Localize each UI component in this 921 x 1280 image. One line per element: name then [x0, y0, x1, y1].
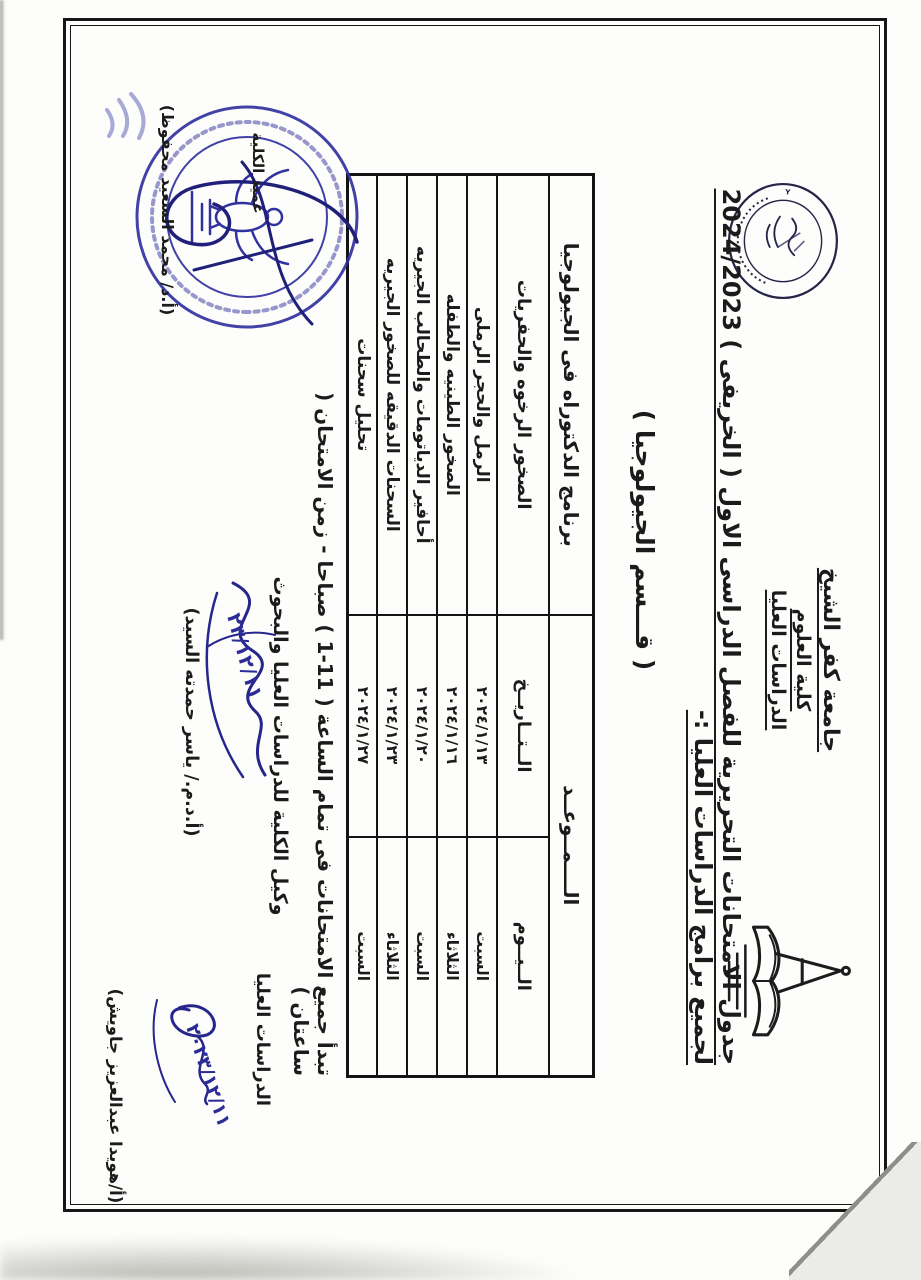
date-header-cell: الــتــاريــخ	[498, 615, 550, 837]
date-cell: ٢٠٢٤/١/١٣	[468, 615, 498, 837]
table-row	[408, 175, 438, 1077]
day-cell: السبت	[468, 837, 498, 1077]
dean-title: عميد الكلية	[249, 132, 267, 214]
program-subheader-cell: الصخور الرخوه والحفريات	[498, 175, 550, 615]
day-cell: السبت	[408, 837, 438, 1077]
vice-dean-name: (أ.د.م./ ياسر حمدته السيد)	[181, 607, 201, 837]
date-cell: ٢٠٢٤/١/٢٣	[378, 615, 408, 837]
table-row	[468, 175, 498, 1077]
letterhead	[764, 530, 845, 790]
time-group-header-cell: الــــمــوعــد	[550, 615, 594, 1077]
course-cell: الصخور الطينيه والطفله	[438, 175, 468, 615]
grad-studies-title: الدراسات العليا	[252, 972, 273, 1107]
department-name: الدراسات العليا	[766, 589, 789, 731]
page-corner-fold	[789, 1142, 921, 1280]
table-row	[438, 175, 468, 1077]
date-cell: ٢٠٢٤/١/٢٠	[408, 615, 438, 837]
dean-name: (أ.د/ محمد السعيد محفوظ)	[158, 104, 177, 316]
scan-edge	[0, 0, 5, 640]
course-cell: الرمل والحجر الرملى	[468, 175, 498, 615]
document-title: جدول الامتحانات التحريرية للفصل الدراسى الاول ( الخريفى ) 2024/2023 لجميع برامج الدراسات العليا :-	[689, 188, 745, 1065]
scan-shadow	[0, 1236, 600, 1280]
course-cell: تحليل سحنات	[348, 175, 378, 615]
grad-studies-handwritten-date: ٢٠٢٣/١٢/١١	[181, 1021, 235, 1130]
exam-schedule-table	[346, 173, 595, 1078]
seal-rim-text: KAFRELSHEIKH UNIVERSITY	[784, 176, 848, 197]
stray-ink-mark	[61, 86, 165, 190]
svg-text:KAFRELSHEIKH UNIVERSITY	[784, 176, 848, 197]
course-cell: أحافير الدياتومات والطحالب الجيريه	[408, 175, 438, 615]
program-header-cell: برنامج الدكتوراه فى الجيولوجيا	[550, 175, 594, 615]
table-subheader-row	[498, 175, 550, 1077]
course-cell: السحنات الدقيقه للصخور الجيريه	[378, 175, 408, 615]
university-name: جامعة كفر الشيخ	[818, 567, 843, 753]
day-cell: الثلاثاء	[438, 837, 468, 1077]
faculty-name: كلية العلوم	[792, 608, 815, 712]
table-row	[378, 175, 408, 1077]
exam-time-note: تبدأ جميع الامتحانات فى تمام الساعة ( 11‏-‏1 ) صباحا - زمن الامتحان ( ساعتان )	[289, 392, 337, 1076]
grad-studies-name: (أ/هويدا عبدالعزيز جاويش)	[106, 988, 125, 1204]
date-cell: ٢٠٢٤/١/٢٧	[348, 615, 378, 837]
document-subtitle: ( قـــسم الجيولوجيا )	[630, 409, 659, 671]
date-cell: ٢٠٢٤/١/١٦	[438, 615, 468, 837]
day-cell: الثلاثاء	[378, 837, 408, 1077]
day-header-cell: الــيــوم	[498, 837, 550, 1077]
vice-dean-handwritten-date: ٢٣/١٢/١١	[222, 610, 268, 702]
table-header-row	[550, 175, 594, 1077]
vice-dean-title: وكيل الكلية للدراسات العليا والبحوث	[269, 576, 291, 916]
day-cell: السبت	[348, 837, 378, 1077]
